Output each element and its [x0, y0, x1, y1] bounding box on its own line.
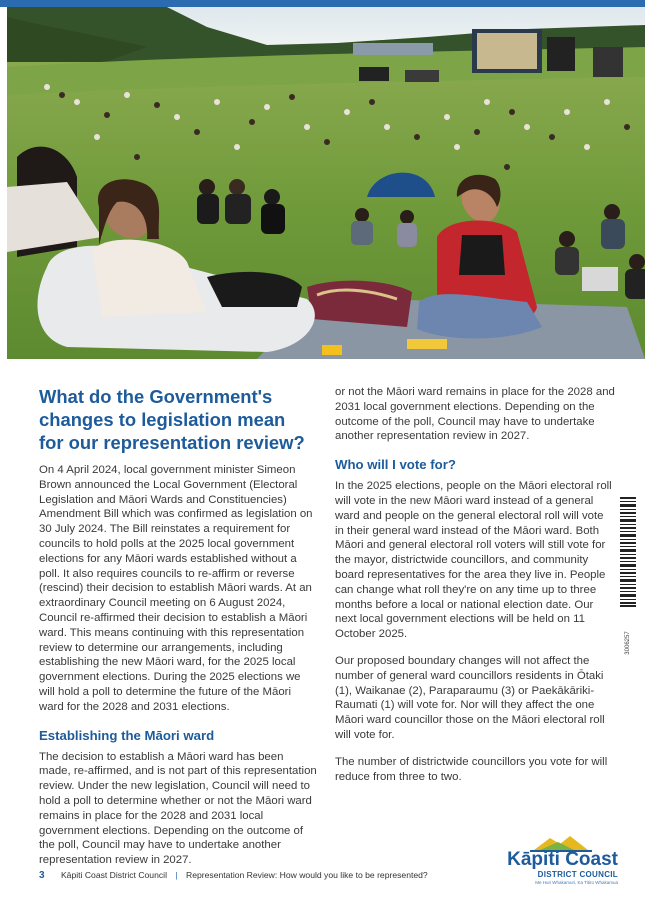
council-logo [500, 834, 618, 890]
hero-photo-concert-crowd [7, 7, 645, 359]
page-number: 3 [39, 870, 45, 881]
footer-document-title: Representation Review: How would you like to be represented? [186, 870, 428, 880]
article-column-left [39, 385, 317, 867]
page-footer [39, 870, 428, 881]
article-title [39, 385, 317, 454]
section-heading-who-will-i-vote-for: Who will I vote for? [335, 457, 456, 473]
establishing-ward-paragraph-continued: or not the Māori ward remains in place for the 2028 and 2031 local government elections. Depending on the outcome of the poll, Council may have to undertake another representation review in 2027. [335, 386, 615, 443]
establishing-ward-paragraph: The decision to establish a Māori ward has been made, re-affirmed, and is not part of this representation review. Under the new legislation, Council will need to hold a poll to determine whether or not the Māori ward remains in place for the 2028 and 2031 local government elections. Depending on the outcome of the poll, Council may have to undertake another representation review in 2027. [39, 750, 317, 867]
top-accent-bar [0, 0, 645, 7]
who-vote-paragraph-1: In the 2025 elections, people on the Māori electoral roll will vote in the new Māori ward instead of a general ward and people on the general electoral roll will vote in their general ward instead of the Māori ward. Both Māori and general electoral roll voters will still vote for the mayor, districtwide councillors, and community board representatives for the area they live in. People can change what roll they're on any time up to three months before a local or national election date. Our next local government elections will be held on 11 October 2025. [335, 480, 612, 641]
article-title-line-2: changes to legislation mean [39, 409, 286, 430]
barcode-number: 3006257 [625, 631, 631, 655]
article-column-right [335, 385, 615, 796]
logo-name: Kāpiti Coast [507, 849, 618, 870]
footer-separator: | [175, 870, 178, 880]
article-title-line-3: for our representation review? [39, 432, 305, 453]
who-vote-paragraph-2: Our proposed boundary changes will not affect the number of general ward councillors residents in Ōtaki (1), Waikanae (2), Paraparaumu (3) or Paekākāriki-Raumati (1) will vote for. Nor will they affect the one Māori ward councillor those on the Māori electoral roll will vote for. [335, 654, 605, 741]
who-vote-paragraph-3: The number of districtwide councillors you vote for will reduce from three to two. [335, 755, 608, 783]
intro-paragraph: On 4 April 2024, local government minister Simeon Brown announced the Local Government (Electoral Legislation and Māori Wards and Constituencies) Amendment Bill which was confirmed as legislation on 30 July 2024. The Bill reinstates a requirement for councils to hold polls at the 2025 local government elections for any Māori wards established without a poll. It also requires councils to re-affirm or reverse (rescind) their decision to establish Māori wards. At an extraordinary Council meeting on 6 August 2024, Council re-affirmed their decision to establish a Māori ward. This means continuing with this representation review to determine our arrangements, including establishing the new Māori ward, for the 2025 local government elections. During the 2025 elections we will hold a poll to determine the future of the Māori ward for the 2028 and 2031 elections. [39, 464, 313, 713]
logo-subtitle: DISTRICT COUNCIL [537, 870, 618, 879]
article-title-line-1: What do the Government's [39, 386, 273, 407]
barcode [620, 497, 636, 607]
section-heading-establishing-maori-ward: Establishing the Māori ward [39, 727, 215, 743]
footer-org-name: Kāpiti Coast District Council [60, 870, 167, 880]
logo-tagline: Me Huri Whakamuri, Ka Titiro Whakamua [535, 880, 618, 885]
